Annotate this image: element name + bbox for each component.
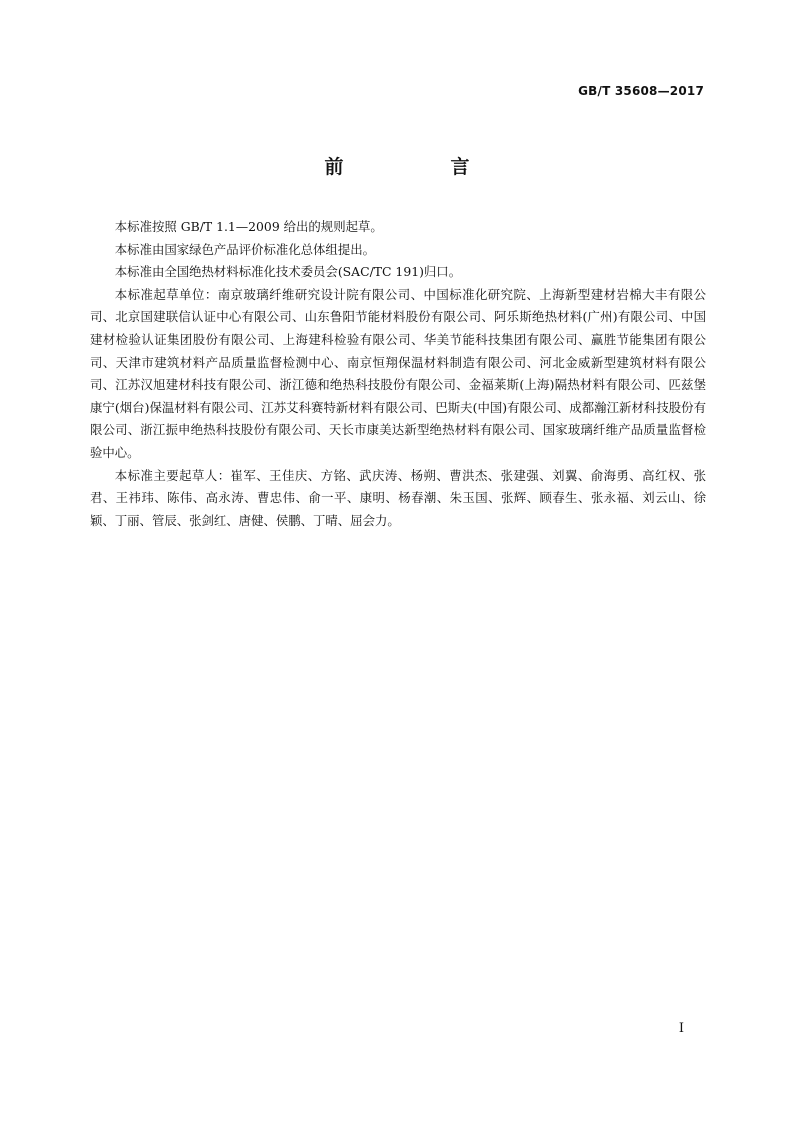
page-title: 前 言: [324, 156, 514, 178]
paragraph-drafting-units: 本标准起草单位：南京玻璃纤维研究设计院有限公司、中国标准化研究院、上海新型建材岩棉大丰有限公司、北京国建联信认证中心有限公司、山东鲁阳节能材料股份有限公司、阿乐斯绝热材料(广州)有限公司、中国建材检验认证集团股份有限公司、上海建科检验有限公司、华美节能科技集团有限公司、赢胜节能集团有限公司、天津市建筑材料产品质量监督检测中心、南京恒翔保温材料制造有限公司、河北金威新型建筑材料有限公司、江苏汉旭建材科技有限公司、浙江德和绝热科技股份有限公司、金福莱斯(上海)隔热材料有限公司、匹兹堡康宁(烟台)保温材料有限公司、江苏艾科赛特新材料有限公司、巴斯夫(中国)有限公司、成都瀚江新材科技股份有限公司、浙江振申绝热科技股份有限公司、天长市康美达新型绝热材料有限公司、国家玻璃纤维产品质量监督检验中心。: [90, 286, 706, 460]
paragraph-main-drafters: 本标准主要起草人：崔军、王佳庆、方铭、武庆涛、杨朔、曹洪杰、张建强、刘翼、俞海勇、高红权、张君、王祎玮、陈伟、高永涛、曹忠伟、俞一平、康明、杨春潮、朱玉国、张辉、顾春生、张永福、刘云山、徐颖、丁丽、管辰、张剑红、唐健、侯鹏、丁晴、屈会力。: [90, 467, 706, 528]
page-number: I: [678, 1021, 684, 1036]
paragraph-proposer: 本标准由国家绿色产品评价标准化总体组提出。: [114, 241, 375, 257]
foreword-body: [90, 216, 706, 532]
paragraph-administrator: 本标准由全国绝热材料标准化技术委员会(SAC/TC 191)归口。: [114, 264, 462, 280]
standard-code: GB/T 35608—2017: [578, 84, 704, 98]
paragraph-drafting-rules: 本标准按照 GB/T 1.1—2009 给出的规则起草。: [114, 219, 383, 234]
